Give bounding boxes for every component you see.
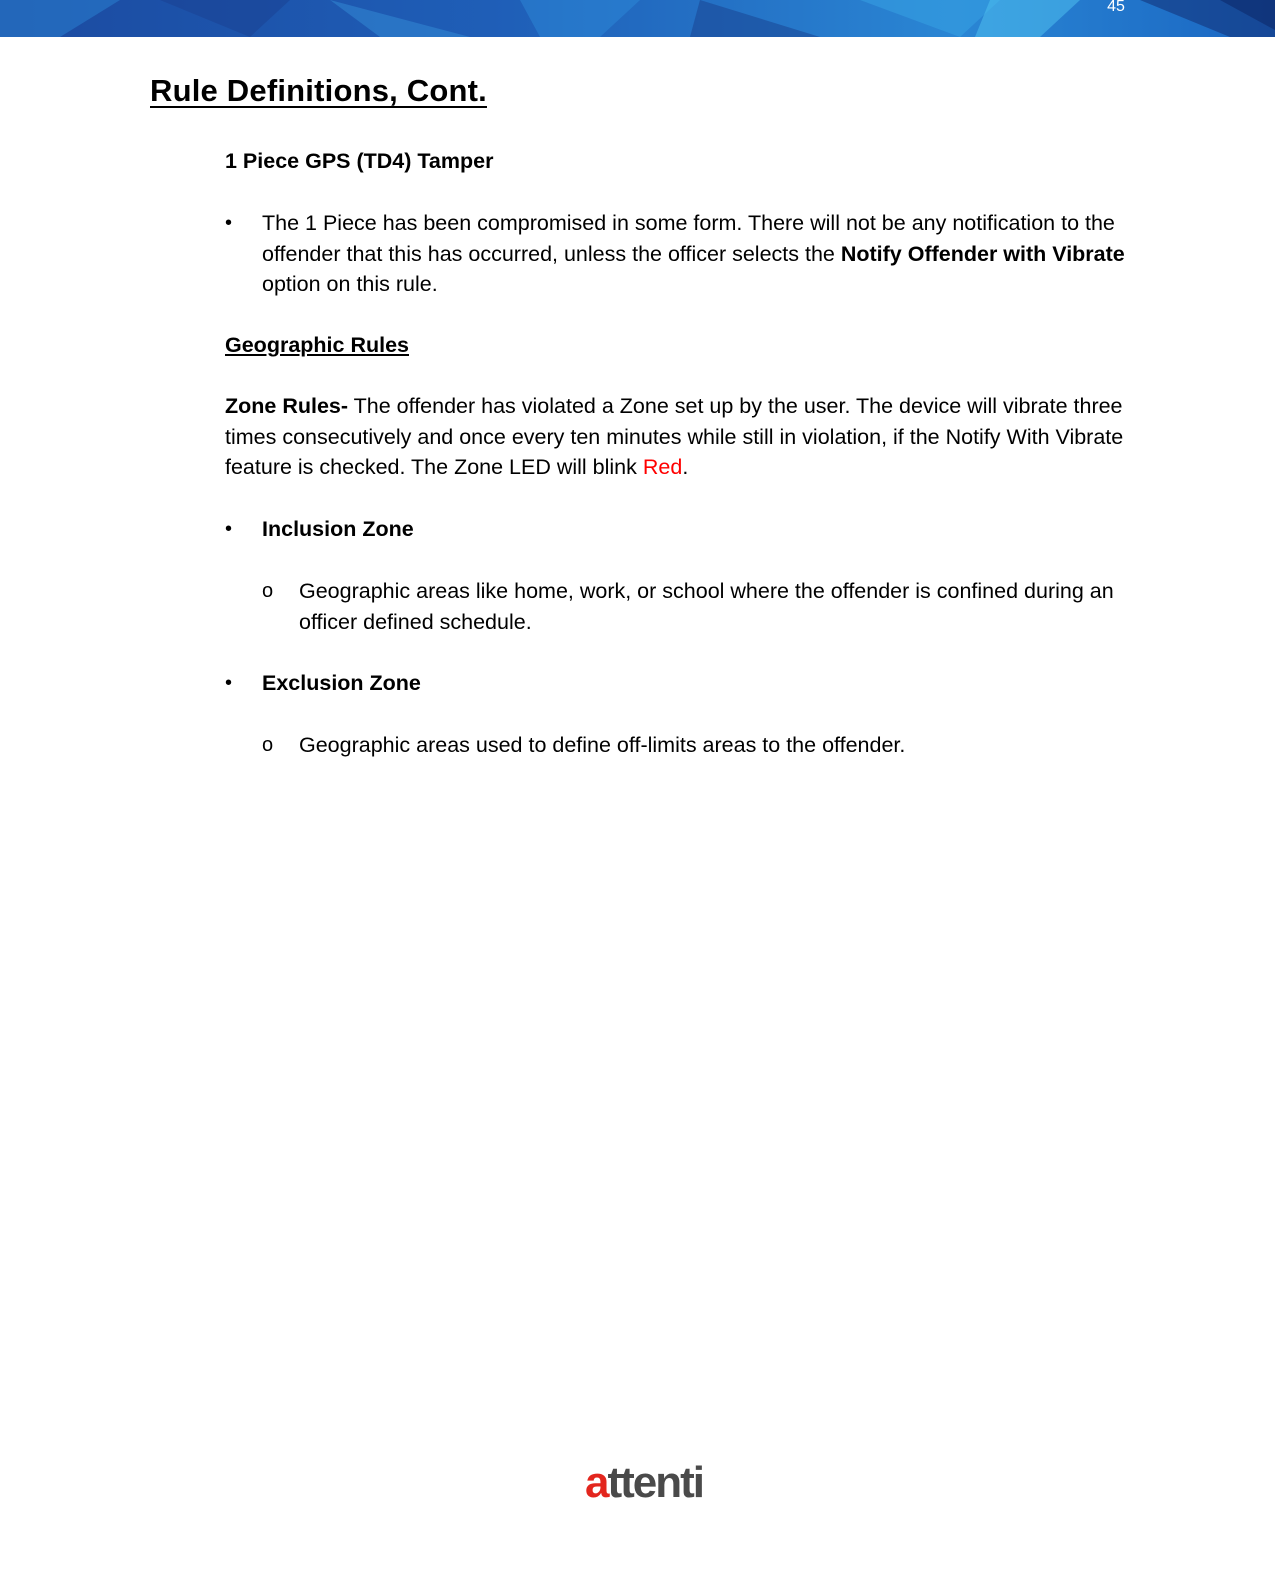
page-number: 45: [1107, 0, 1125, 15]
header-banner: [0, 0, 1275, 37]
geographic-rules-heading: Geographic Rules: [225, 333, 409, 357]
exclusion-zone-label: Exclusion Zone: [262, 671, 421, 695]
logo-accent-letter: a: [585, 1458, 608, 1507]
tamper-text-after: option on this rule.: [262, 272, 438, 296]
exclusion-zone-description: Geographic areas used to define off-limits areas to the offender.: [299, 733, 906, 757]
tamper-bullet-item: [225, 208, 1125, 300]
banner-graphic: [0, 0, 1275, 37]
red-color-word: Red: [642, 455, 683, 479]
inclusion-zone-item: [225, 514, 1125, 545]
tamper-heading: 1 Piece GPS (TD4) Tamper: [225, 149, 494, 173]
inclusion-zone-sub-item: [262, 576, 1122, 637]
notify-offender-option: Notify Offender with Vibrate: [840, 241, 1125, 266]
tamper-bullet-text: [262, 208, 1125, 300]
inclusion-zone-description: Geographic areas like home, work, or school where the offender is confined during an officer defined schedule.: [299, 579, 1114, 634]
bullet-icon: •: [225, 212, 233, 234]
bullet-icon: •: [225, 672, 233, 694]
zone-rules-label: Zone Rules-: [225, 394, 349, 418]
attenti-logo: [585, 1458, 703, 1508]
inclusion-zone-label: Inclusion Zone: [262, 517, 414, 541]
tamper-text-before: The 1 Piece has been compromised in some form. There will not be any notification to the offender that this has occurred, unless the officer selects the: [262, 211, 1115, 266]
sub-bullet-icon: o: [262, 734, 274, 756]
zone-rules-end: .: [682, 455, 689, 479]
sub-bullet-icon: o: [262, 580, 274, 602]
exclusion-zone-sub-item: [262, 730, 1122, 761]
bullet-icon: •: [225, 518, 233, 540]
zone-rules-paragraph: [225, 391, 1125, 483]
exclusion-zone-item: [225, 668, 1125, 699]
logo-text: ttenti: [607, 1458, 704, 1507]
zone-rules-text: The offender has violated a Zone set up by the user. The device will vibrate three times consecutively and once every ten minutes while still in violation, if the Notify With Vibrate feature is checked. The Zone LED will blink: [225, 394, 1124, 479]
page-title: Rule Definitions, Cont.: [150, 73, 487, 108]
